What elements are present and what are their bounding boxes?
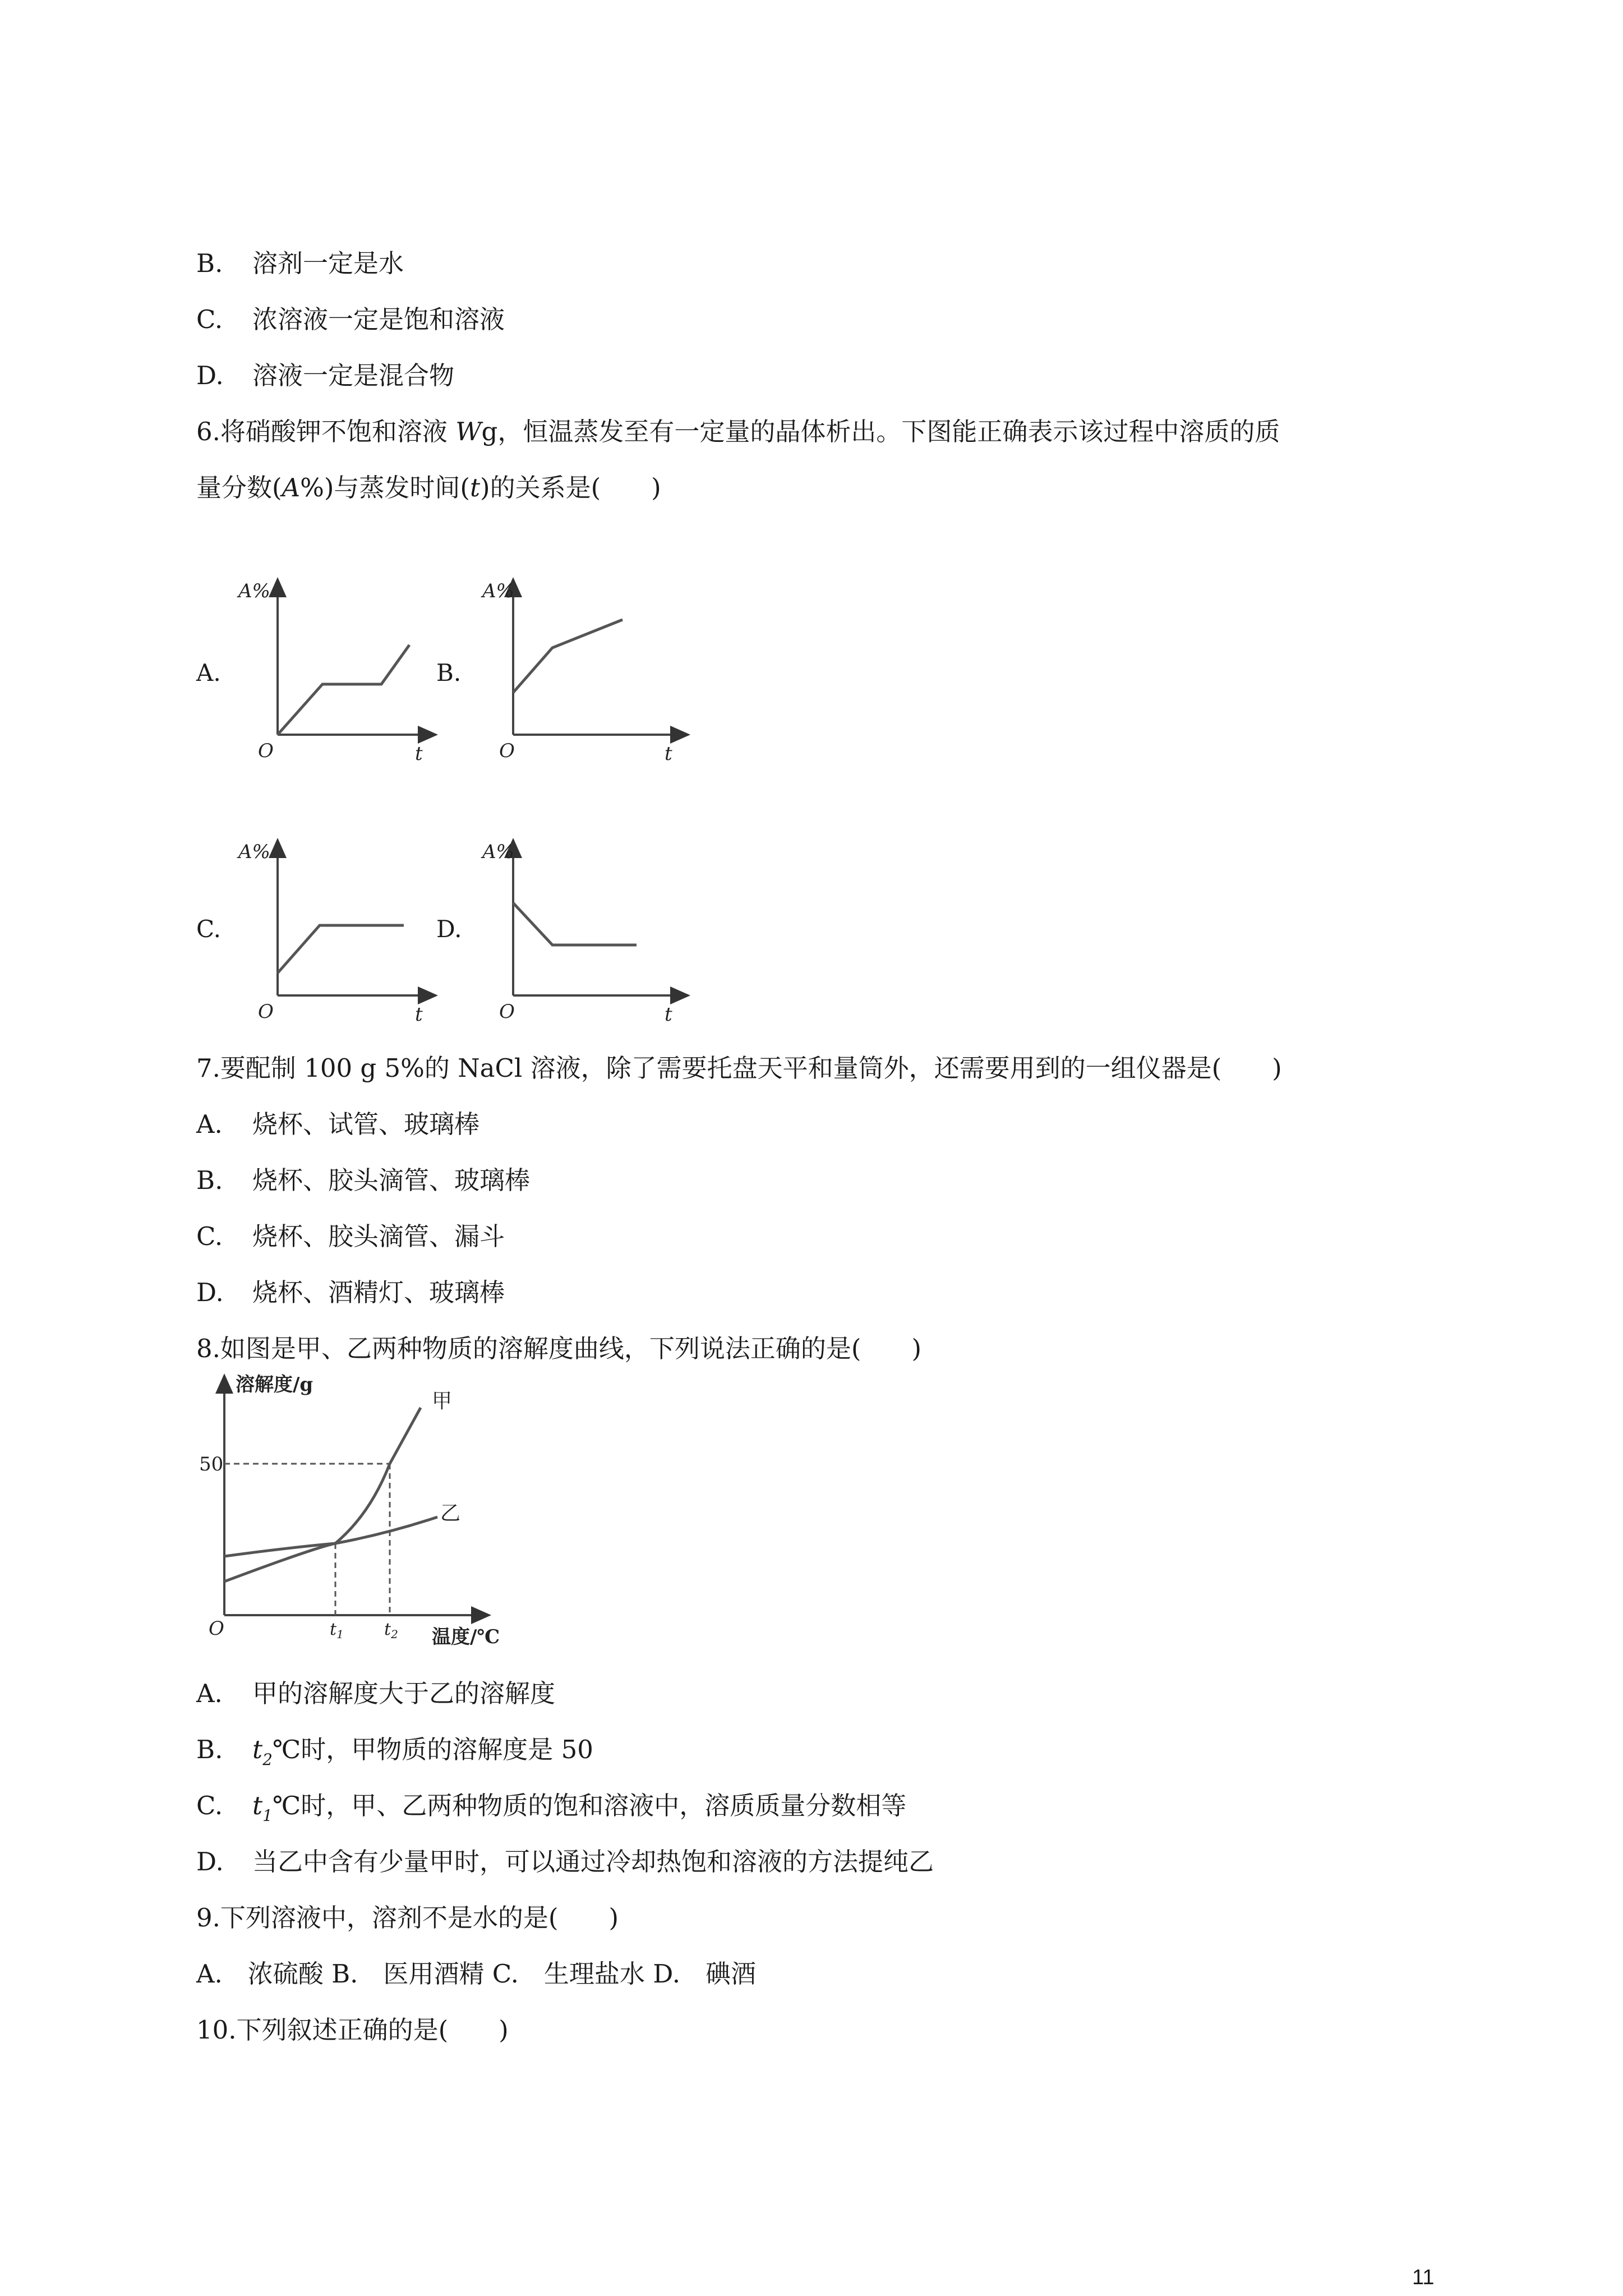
option-label: A. (196, 1109, 223, 1139)
x-axis-label: t (415, 1003, 423, 1026)
x-tick-t1: $t_1$ (330, 1620, 344, 1641)
q6-var-t: t (469, 473, 481, 502)
option-text: 溶液一定是混合物 (252, 361, 455, 390)
q6-graph-label-c: C. (196, 915, 221, 943)
q8-option-b (196, 1733, 593, 1777)
var-t: t (252, 1735, 263, 1764)
y-axis-label: A% (238, 841, 270, 863)
q6-var-a: A (282, 473, 301, 502)
origin-label: O (499, 740, 515, 762)
series-yi-curve (224, 1517, 437, 1556)
q8-solubility-chart (199, 1368, 538, 1649)
option-text: 甲的溶解度大于乙的溶解度 (252, 1679, 556, 1708)
option-label: B. (196, 1165, 223, 1195)
origin-label: O (499, 1001, 515, 1023)
q6-text: g，恒温蒸发至有一定量的晶体析出。下图能正确表示该过程中溶质的质 (481, 417, 1280, 446)
subscript: 2 (262, 1750, 273, 1769)
y-axis-label: A% (238, 580, 270, 602)
q7-option-b (196, 1164, 530, 1197)
q6-graph-label-b: B. (436, 659, 462, 686)
x-axis-label: t (415, 743, 423, 765)
q9-stem: 9.下列溶液中，溶剂不是水的是( ) (196, 1903, 619, 1933)
option-label: D. (196, 361, 224, 390)
x-axis-label: t (665, 743, 672, 765)
option-text: 当乙中含有少量甲时，可以通过冷却热饱和溶液的方法提纯乙 (252, 1847, 934, 1877)
option-label: D. (196, 1847, 224, 1877)
x-tick-t1-sub: 1 (336, 1628, 344, 1641)
option-label: C. (196, 1221, 223, 1251)
q8-stem: 8.如图是甲、乙两种物质的溶解度曲线，下列说法正确的是( ) (196, 1334, 922, 1363)
option-label: C. (196, 305, 223, 334)
q5-option-b (196, 247, 404, 280)
q9-options: A. 浓硫酸 B. 医用酒精 C. 生理盐水 D. 碘酒 (196, 1959, 756, 1989)
q6-graph-b-curve (513, 620, 623, 693)
series-jia-curve (224, 1408, 421, 1582)
q6-graph-c-curve (278, 925, 404, 973)
q6-graph-d (471, 833, 695, 1026)
q6-graph-label-d: D. (436, 915, 462, 943)
option-text: 浓溶液一定是饱和溶液 (252, 305, 505, 334)
option-label: B. (196, 248, 223, 278)
q6-text: 6.将硝酸钾不饱和溶液 (196, 417, 456, 446)
q6-text: )的关系是( ) (480, 473, 661, 502)
option-text: 烧杯、酒精灯、玻璃棒 (252, 1278, 505, 1307)
q6-stem-line1 (196, 415, 1280, 449)
option-text: ℃时，甲、乙两种物质的饱和溶液中，溶质质量分数相等 (272, 1791, 907, 1820)
origin-label: O (258, 1001, 274, 1023)
q6-graph-label-a: A. (196, 659, 221, 686)
q10-stem: 10.下列叙述正确的是( ) (196, 2015, 509, 2045)
page-number: 11 (1412, 2266, 1435, 2289)
y-axis-label: A% (482, 841, 514, 863)
origin-label: O (209, 1617, 224, 1640)
option-text: 烧杯、胶头滴管、漏斗 (252, 1221, 505, 1251)
q7-option-a (196, 1108, 479, 1141)
q6-graph-c (236, 833, 443, 1026)
x-axis-label: 温度/℃ (432, 1626, 500, 1648)
option-text: 溶剂一定是水 (252, 248, 404, 278)
series-yi-label: 乙 (440, 1502, 461, 1525)
x-tick-t2: $t_2$ (384, 1620, 398, 1641)
subscript: 1 (262, 1806, 273, 1825)
q7-option-d (196, 1276, 505, 1310)
q6-var-w: W (455, 417, 482, 446)
option-text: ℃时，甲物质的溶解度是 50 (272, 1735, 593, 1764)
option-label: D. (196, 1278, 224, 1307)
q7-stem: 7.要配制 100 g 5%的 NaCl 溶液，除了需要托盘天平和量筒外，还需要用到的一组仪器是( ) (196, 1053, 1282, 1083)
x-axis-label: t (665, 1003, 672, 1026)
q6-graph-b (471, 572, 695, 763)
series-jia-label: 甲 (432, 1390, 453, 1413)
q8-option-a (196, 1677, 555, 1711)
q6-graph-a-curve (278, 645, 409, 735)
q8-option-d (196, 1845, 934, 1879)
option-label: C. (196, 1791, 223, 1820)
origin-label: O (258, 740, 274, 762)
y-tick-50: 50 (199, 1453, 224, 1476)
q7-option-c (196, 1220, 505, 1253)
q5-option-c (196, 303, 505, 336)
x-tick-t2-sub: 2 (391, 1628, 398, 1641)
q8-option-c (196, 1789, 906, 1833)
option-text: 烧杯、胶头滴管、玻璃棒 (252, 1165, 531, 1195)
q6-graph-d-curve (513, 903, 637, 945)
q6-text: %)与蒸发时间( (300, 473, 470, 502)
y-axis-label: A% (482, 580, 514, 602)
q5-option-d (196, 359, 454, 393)
q6-graph-a (236, 572, 443, 763)
option-label: A. (196, 1679, 223, 1708)
option-label: B. (196, 1735, 223, 1764)
q6-text: 量分数( (196, 473, 282, 502)
q6-stem-line2 (196, 471, 661, 505)
var-t: t (252, 1791, 263, 1820)
option-text: 烧杯、试管、玻璃棒 (252, 1109, 480, 1139)
y-axis-label: 溶解度/g (236, 1373, 313, 1396)
